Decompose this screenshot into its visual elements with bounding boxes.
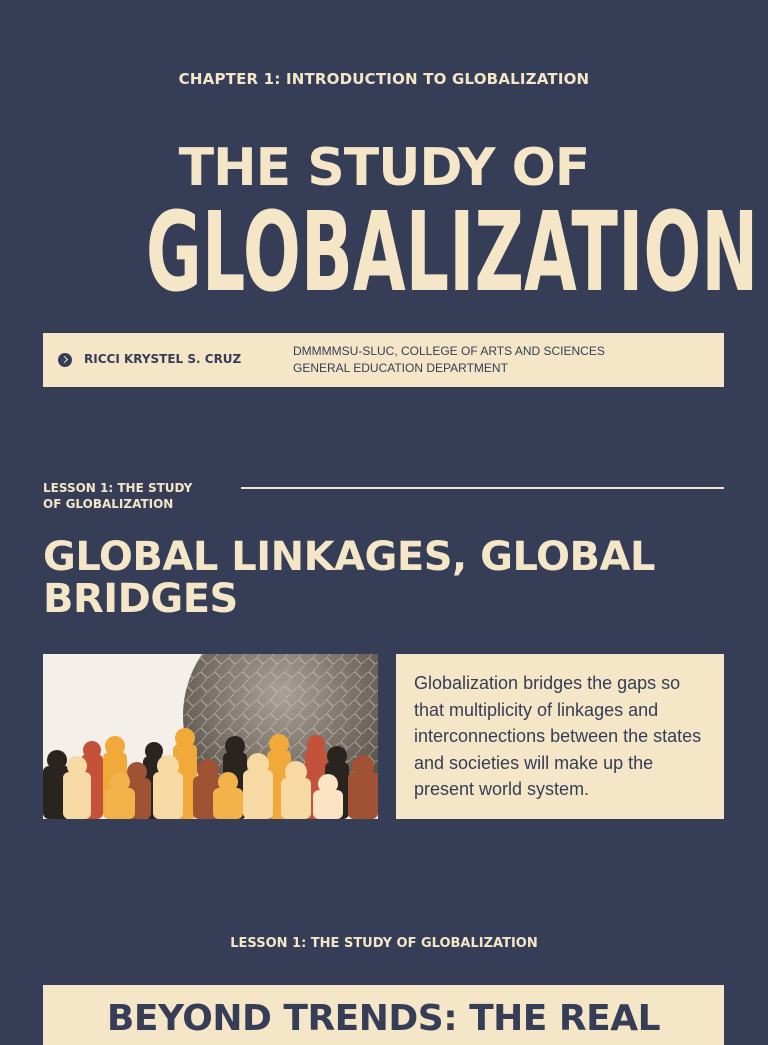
- author-bar: [43, 333, 724, 387]
- title-line-1: THE STUDY OF: [178, 138, 590, 198]
- lesson-label-line-2: OF GLOBALIZATION: [43, 497, 174, 511]
- affiliation-line-2: GENERAL EDUCATION DEPARTMENT: [293, 361, 508, 375]
- section-heading: [43, 536, 743, 620]
- affiliation: [293, 343, 605, 377]
- affiliation-line-1: DMMMMSU-SLUC, COLLEGE OF ARTS AND SCIENCES: [293, 344, 605, 358]
- section-heading-line-2: BRIDGES: [43, 576, 238, 622]
- chapter-label: CHAPTER 1: INTRODUCTION TO GLOBALIZATION: [178, 70, 590, 88]
- section-body-text: Globalization bridges the gaps so that multiplicity of linkages and interconnections between the states and societies will make up the present world system.: [396, 654, 724, 819]
- title-line-2: GLOBALIZATION: [145, 188, 759, 316]
- globe-people-photo: [43, 654, 378, 819]
- lesson-label-2: LESSON 1: THE STUDY OF GLOBALIZATION: [230, 936, 538, 951]
- divider-rule: [241, 487, 724, 489]
- lesson-label: [43, 480, 213, 512]
- lesson-label-line-1: LESSON 1: THE STUDY: [43, 481, 193, 495]
- section-2-card: [43, 985, 724, 1045]
- section-heading-line-1: GLOBAL LINKAGES, GLOBAL: [43, 534, 655, 580]
- author-name: RICCI KRYSTEL S. CRUZ: [84, 352, 242, 366]
- chevron-right-icon: [58, 353, 72, 367]
- globe-people-illustration: [43, 654, 378, 819]
- section-2-heading: BEYOND TRENDS: THE REAL: [106, 998, 661, 1039]
